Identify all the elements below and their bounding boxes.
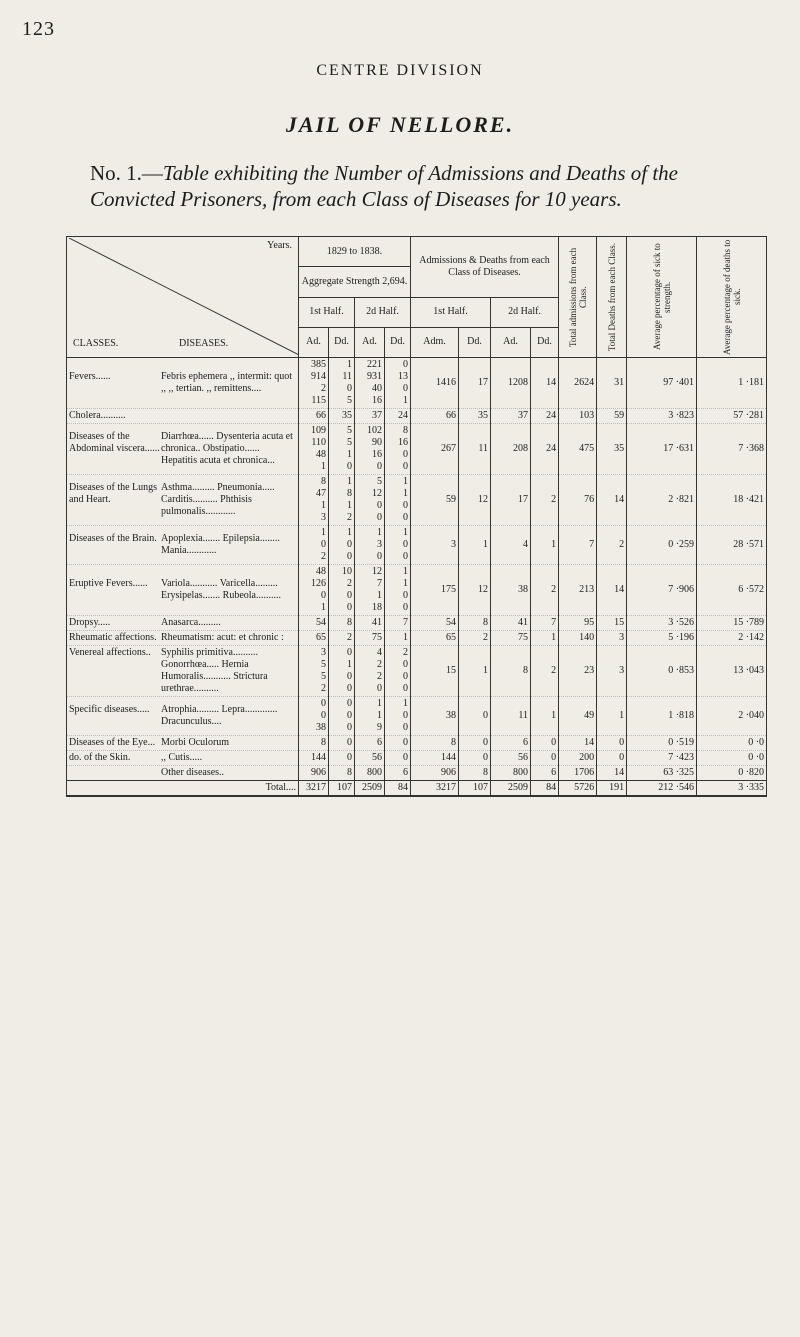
total-c1a: 3217 bbox=[411, 781, 459, 797]
header-total-admissions: Total admissions from each Class. bbox=[559, 237, 597, 358]
row-class-disease bbox=[67, 646, 299, 697]
row-class-disease bbox=[67, 565, 299, 616]
cell-s1d: 0 1 0 0 bbox=[329, 646, 355, 697]
table-row bbox=[67, 526, 767, 565]
cell-ps: 17 ·631 bbox=[627, 424, 697, 475]
total-s2a: 2509 bbox=[355, 781, 385, 797]
cell-c2d: 0 bbox=[531, 736, 559, 751]
table-row bbox=[67, 766, 767, 781]
cell-pd: 13 ·043 bbox=[697, 646, 767, 697]
cell-td: 0 bbox=[597, 751, 627, 766]
cell-s1d: 1 11 0 5 bbox=[329, 358, 355, 409]
cell-ta: 14 bbox=[559, 736, 597, 751]
total-td: 191 bbox=[597, 781, 627, 797]
cell-ps: 3 ·526 bbox=[627, 616, 697, 631]
cell-c1d: 8 bbox=[459, 616, 491, 631]
cell-s1a: 0 0 38 bbox=[299, 697, 329, 736]
cell-s2a: 56 bbox=[355, 751, 385, 766]
header-years: Years. bbox=[267, 240, 292, 251]
cell-pd: 2 ·040 bbox=[697, 697, 767, 736]
caption-number: No. 1.— bbox=[90, 161, 163, 185]
cell-td: 15 bbox=[597, 616, 627, 631]
cell-ps: 7 ·423 bbox=[627, 751, 697, 766]
cell-s2a: 5 12 0 0 bbox=[355, 475, 385, 526]
cell-c2d: 1 bbox=[531, 526, 559, 565]
total-s1d: 107 bbox=[329, 781, 355, 797]
cell-c1d: 11 bbox=[459, 424, 491, 475]
cell-ta: 200 bbox=[559, 751, 597, 766]
cell-s2a: 800 bbox=[355, 766, 385, 781]
cell-s1d: 1 0 0 bbox=[329, 526, 355, 565]
cell-s2a: 6 bbox=[355, 736, 385, 751]
jail-title: JAIL OF NELLORE. bbox=[285, 112, 515, 137]
disease-label: Morbi Oculorum bbox=[161, 737, 230, 748]
cell-s2d: 1 1 0 0 bbox=[385, 565, 411, 616]
cell-c2a: 37 bbox=[491, 409, 531, 424]
cell-s1d: 10 2 0 0 bbox=[329, 565, 355, 616]
cell-c2d: 0 bbox=[531, 751, 559, 766]
total-c1d: 107 bbox=[459, 781, 491, 797]
table-row bbox=[67, 565, 767, 616]
total-c2a: 2509 bbox=[491, 781, 531, 797]
class-label: Cholera.......... bbox=[69, 410, 126, 421]
cell-c1d: 8 bbox=[459, 766, 491, 781]
cell-c2a: 11 bbox=[491, 697, 531, 736]
cell-s1a: 109 110 48 1 bbox=[299, 424, 329, 475]
cell-c2a: 6 bbox=[491, 736, 531, 751]
cell-pd: 57 ·281 bbox=[697, 409, 767, 424]
cell-s1a: 8 47 1 3 bbox=[299, 475, 329, 526]
cell-s2a: 75 bbox=[355, 631, 385, 646]
cell-s2d: 24 bbox=[385, 409, 411, 424]
disease-label: Febris ephemera ,, intermit: quot ,, ,, tertian. ,, remittens.... bbox=[161, 371, 293, 394]
cell-s1a: 65 bbox=[299, 631, 329, 646]
row-class-disease bbox=[67, 766, 299, 781]
cell-pd: 6 ·572 bbox=[697, 565, 767, 616]
total-c2d: 84 bbox=[531, 781, 559, 797]
cell-s2a: 4 2 2 0 bbox=[355, 646, 385, 697]
cell-td: 3 bbox=[597, 646, 627, 697]
class-label: Diseases of the Eye... bbox=[69, 737, 156, 748]
cell-ps: 3 ·823 bbox=[627, 409, 697, 424]
class-label: Specific diseases..... bbox=[69, 704, 150, 715]
cell-td: 0 bbox=[597, 736, 627, 751]
class-label: Diseases of the Brain. bbox=[69, 533, 157, 544]
cell-ta: 95 bbox=[559, 616, 597, 631]
header-second-half: 2d Half. bbox=[355, 297, 411, 327]
cell-s1d: 0 0 0 bbox=[329, 697, 355, 736]
table-row bbox=[67, 616, 767, 631]
cell-pd: 7 ·368 bbox=[697, 424, 767, 475]
cell-s1a: 144 bbox=[299, 751, 329, 766]
cell-s2d: 0 bbox=[385, 751, 411, 766]
cell-td: 14 bbox=[597, 766, 627, 781]
header-admissions-deaths: Admissions & Deaths from each Class of Diseases. bbox=[411, 237, 559, 298]
cell-c2a: 38 bbox=[491, 565, 531, 616]
row-class-disease bbox=[67, 424, 299, 475]
table-row bbox=[67, 409, 767, 424]
cell-ps: 2 ·821 bbox=[627, 475, 697, 526]
class-label: Eruptive Fevers...... bbox=[69, 578, 148, 589]
cell-s1d: 8 bbox=[329, 766, 355, 781]
table-row bbox=[67, 358, 767, 409]
cell-ta: 49 bbox=[559, 697, 597, 736]
cell-s2d: 2 0 0 0 bbox=[385, 646, 411, 697]
cell-s1d: 5 5 1 0 bbox=[329, 424, 355, 475]
disease-label: Asthma......... Pneumonia..... Carditis.......... Phthisis pulmonalis............ bbox=[161, 482, 275, 517]
cell-pd: 15 ·789 bbox=[697, 616, 767, 631]
cell-c1d: 2 bbox=[459, 631, 491, 646]
cell-ta: 140 bbox=[559, 631, 597, 646]
row-class-disease bbox=[67, 631, 299, 646]
cell-c1a: 65 bbox=[411, 631, 459, 646]
disease-label: Anasarca......... bbox=[161, 617, 221, 628]
page-number: 123 bbox=[22, 18, 55, 40]
cell-c2a: 75 bbox=[491, 631, 531, 646]
table-caption bbox=[90, 160, 730, 212]
cell-ps: 1 ·818 bbox=[627, 697, 697, 736]
cell-c2a: 41 bbox=[491, 616, 531, 631]
table-row bbox=[67, 646, 767, 697]
cell-ps: 7 ·906 bbox=[627, 565, 697, 616]
cell-s2a: 1 1 9 bbox=[355, 697, 385, 736]
cell-ta: 475 bbox=[559, 424, 597, 475]
disease-label: Rheumatism: acut: et chronic : bbox=[161, 632, 284, 643]
cell-td: 1 bbox=[597, 697, 627, 736]
cell-c2d: 1 bbox=[531, 631, 559, 646]
division-heading: CENTRE DIVISION bbox=[316, 62, 484, 79]
cell-c1d: 0 bbox=[459, 697, 491, 736]
cell-ta: 76 bbox=[559, 475, 597, 526]
cell-c2a: 1208 bbox=[491, 358, 531, 409]
header-class-first-half: 1st Half. bbox=[411, 297, 491, 327]
cell-ps: 63 ·325 bbox=[627, 766, 697, 781]
cell-td: 59 bbox=[597, 409, 627, 424]
cell-ps: 0 ·853 bbox=[627, 646, 697, 697]
cell-s1d: 1 8 1 2 bbox=[329, 475, 355, 526]
cell-ta: 1706 bbox=[559, 766, 597, 781]
cell-c1d: 35 bbox=[459, 409, 491, 424]
cell-c1a: 267 bbox=[411, 424, 459, 475]
cell-ta: 23 bbox=[559, 646, 597, 697]
header-total-deaths: Total Deaths from each Class. bbox=[597, 237, 627, 358]
cell-s2d: 7 bbox=[385, 616, 411, 631]
cell-s2a: 41 bbox=[355, 616, 385, 631]
header-dd: Dd. bbox=[531, 327, 559, 357]
cell-s2a: 102 90 16 0 bbox=[355, 424, 385, 475]
cell-c2a: 800 bbox=[491, 766, 531, 781]
cell-c1d: 1 bbox=[459, 526, 491, 565]
row-class-disease bbox=[67, 751, 299, 766]
cell-c1d: 0 bbox=[459, 736, 491, 751]
total-s2d: 84 bbox=[385, 781, 411, 797]
cell-s1a: 66 bbox=[299, 409, 329, 424]
row-class-disease bbox=[67, 697, 299, 736]
cell-c1a: 66 bbox=[411, 409, 459, 424]
cell-s1a: 1 0 2 bbox=[299, 526, 329, 565]
cell-s1a: 8 bbox=[299, 736, 329, 751]
disease-label bbox=[161, 410, 296, 422]
cell-c2d: 14 bbox=[531, 358, 559, 409]
cell-c2d: 24 bbox=[531, 424, 559, 475]
header-avg-deaths: Average percentage of deaths to sick. bbox=[697, 237, 767, 358]
cell-s1d: 2 bbox=[329, 631, 355, 646]
cell-c2a: 8 bbox=[491, 646, 531, 697]
disease-label: ,, Cutis..... bbox=[161, 752, 203, 763]
cell-pd: 2 ·142 bbox=[697, 631, 767, 646]
cell-ps: 0 ·259 bbox=[627, 526, 697, 565]
class-label: Venereal affections.. bbox=[69, 647, 151, 658]
disease-label: Variola........... Varicella......... Erysipelas....... Rubeola.......... bbox=[161, 578, 281, 601]
row-class-disease bbox=[67, 736, 299, 751]
cell-ta: 2624 bbox=[559, 358, 597, 409]
cell-c2d: 6 bbox=[531, 766, 559, 781]
cell-c1d: 12 bbox=[459, 475, 491, 526]
cell-ps: 0 ·519 bbox=[627, 736, 697, 751]
total-s1a: 3217 bbox=[299, 781, 329, 797]
cell-s2a: 37 bbox=[355, 409, 385, 424]
header-ad: Ad. bbox=[491, 327, 531, 357]
header-dd: Dd. bbox=[385, 327, 411, 357]
table-row bbox=[67, 736, 767, 751]
cell-pd: 1 ·181 bbox=[697, 358, 767, 409]
cell-s2d: 8 16 0 0 bbox=[385, 424, 411, 475]
cell-ps: 5 ·196 bbox=[627, 631, 697, 646]
cell-c1a: 1416 bbox=[411, 358, 459, 409]
header-ad: Ad. bbox=[355, 327, 385, 357]
cell-s2a: 12 7 1 18 bbox=[355, 565, 385, 616]
header-aggregate-strength: Aggregate Strength 2,694. bbox=[299, 267, 411, 297]
class-label: Dropsy..... bbox=[69, 617, 111, 628]
cell-c1a: 175 bbox=[411, 565, 459, 616]
cell-c1a: 3 bbox=[411, 526, 459, 565]
cell-s1d: 0 bbox=[329, 736, 355, 751]
class-label: Diseases of the Lungs and Heart. bbox=[69, 482, 158, 505]
disease-label: Syphilis primitiva.......... Gonorrhœa..... Hernia Humoralis........... Strictura urethrae.......... bbox=[161, 647, 268, 694]
class-label: Diseases of the Abdominal viscera...... bbox=[69, 431, 160, 454]
cell-pd: 0 ·0 bbox=[697, 751, 767, 766]
class-label bbox=[69, 767, 161, 779]
cell-s1a: 385 914 2 115 bbox=[299, 358, 329, 409]
row-class-disease bbox=[67, 616, 299, 631]
cell-c1d: 17 bbox=[459, 358, 491, 409]
cell-c2d: 2 bbox=[531, 565, 559, 616]
cell-s1d: 8 bbox=[329, 616, 355, 631]
header-first-half: 1st Half. bbox=[299, 297, 355, 327]
disease-label: Diarrhœa...... Dysenteria acuta et chronica.. Obstipatio...... Hepatitis acuta et chronica... bbox=[161, 431, 293, 466]
header-class-second-half: 2d Half. bbox=[491, 297, 559, 327]
header-dd: Dd. bbox=[329, 327, 355, 357]
admissions-deaths-table bbox=[66, 236, 767, 797]
row-class-disease bbox=[67, 409, 299, 424]
table-row bbox=[67, 751, 767, 766]
table-row bbox=[67, 424, 767, 475]
header-avg-sick: Average percentage of sick to strength. bbox=[627, 237, 697, 358]
row-class-disease bbox=[67, 526, 299, 565]
total-ta: 5726 bbox=[559, 781, 597, 797]
cell-td: 14 bbox=[597, 565, 627, 616]
cell-s2d: 0 13 0 1 bbox=[385, 358, 411, 409]
header-corner bbox=[67, 237, 299, 358]
cell-s2a: 1 3 0 bbox=[355, 526, 385, 565]
cell-c1d: 0 bbox=[459, 751, 491, 766]
cell-c1a: 144 bbox=[411, 751, 459, 766]
cell-pd: 18 ·421 bbox=[697, 475, 767, 526]
cell-c2a: 56 bbox=[491, 751, 531, 766]
total-label: Total.... bbox=[67, 781, 299, 797]
cell-c1d: 1 bbox=[459, 646, 491, 697]
cell-s1a: 48 126 0 1 bbox=[299, 565, 329, 616]
cell-pd: 0 ·0 bbox=[697, 736, 767, 751]
disease-label: Atrophia......... Lepra............. Dracunculus.... bbox=[161, 704, 278, 727]
cell-s2d: 1 bbox=[385, 631, 411, 646]
cell-td: 14 bbox=[597, 475, 627, 526]
cell-s1a: 906 bbox=[299, 766, 329, 781]
class-label: Fevers...... bbox=[69, 371, 111, 382]
class-label: Rheumatic affections. bbox=[69, 632, 157, 643]
header-diseases: DISEASES. bbox=[179, 338, 229, 349]
cell-c2d: 1 bbox=[531, 697, 559, 736]
cell-c2d: 24 bbox=[531, 409, 559, 424]
disease-label: Apoplexia....... Epilepsia........ Mania............ bbox=[161, 533, 280, 556]
cell-td: 3 bbox=[597, 631, 627, 646]
cell-c2a: 17 bbox=[491, 475, 531, 526]
cell-ta: 7 bbox=[559, 526, 597, 565]
disease-label: Other diseases.. bbox=[161, 767, 225, 778]
cell-c1a: 38 bbox=[411, 697, 459, 736]
cell-td: 31 bbox=[597, 358, 627, 409]
cell-c2a: 208 bbox=[491, 424, 531, 475]
cell-s1d: 35 bbox=[329, 409, 355, 424]
cell-c2d: 7 bbox=[531, 616, 559, 631]
cell-s2d: 6 bbox=[385, 766, 411, 781]
cell-pd: 0 ·820 bbox=[697, 766, 767, 781]
cell-ps: 97 ·401 bbox=[627, 358, 697, 409]
cell-c2a: 4 bbox=[491, 526, 531, 565]
cell-c2d: 2 bbox=[531, 475, 559, 526]
cell-s2a: 221 931 40 16 bbox=[355, 358, 385, 409]
cell-s1a: 54 bbox=[299, 616, 329, 631]
cell-c1d: 12 bbox=[459, 565, 491, 616]
cell-pd: 28 ·571 bbox=[697, 526, 767, 565]
cell-c1a: 15 bbox=[411, 646, 459, 697]
table-row bbox=[67, 697, 767, 736]
cell-s2d: 1 0 0 bbox=[385, 697, 411, 736]
header-period: 1829 to 1838. bbox=[299, 237, 411, 267]
total-row bbox=[67, 781, 767, 797]
cell-c1a: 8 bbox=[411, 736, 459, 751]
class-label: do. of the Skin. bbox=[69, 752, 131, 763]
cell-s1a: 3 5 5 2 bbox=[299, 646, 329, 697]
header-ad: Ad. bbox=[299, 327, 329, 357]
row-class-disease bbox=[67, 358, 299, 409]
table-row bbox=[67, 631, 767, 646]
cell-c1a: 906 bbox=[411, 766, 459, 781]
header-adm: Adm. bbox=[411, 327, 459, 357]
table-row bbox=[67, 475, 767, 526]
cell-s2d: 1 1 0 0 bbox=[385, 475, 411, 526]
cell-s2d: 0 bbox=[385, 736, 411, 751]
cell-ta: 103 bbox=[559, 409, 597, 424]
total-ps: 212 ·546 bbox=[627, 781, 697, 797]
row-class-disease bbox=[67, 475, 299, 526]
cell-c1a: 59 bbox=[411, 475, 459, 526]
cell-s1d: 0 bbox=[329, 751, 355, 766]
caption-text: Table exhibiting the Number of Admissions and Deaths of the Convicted Prisoners, from each Class of Diseases for 10 years. bbox=[90, 161, 678, 211]
total-pd: 3 ·335 bbox=[697, 781, 767, 797]
cell-td: 35 bbox=[597, 424, 627, 475]
header-dd: Dd. bbox=[459, 327, 491, 357]
header-classes: CLASSES. bbox=[73, 338, 119, 349]
cell-s2d: 1 0 0 bbox=[385, 526, 411, 565]
cell-ta: 213 bbox=[559, 565, 597, 616]
cell-c2d: 2 bbox=[531, 646, 559, 697]
cell-c1a: 54 bbox=[411, 616, 459, 631]
cell-td: 2 bbox=[597, 526, 627, 565]
